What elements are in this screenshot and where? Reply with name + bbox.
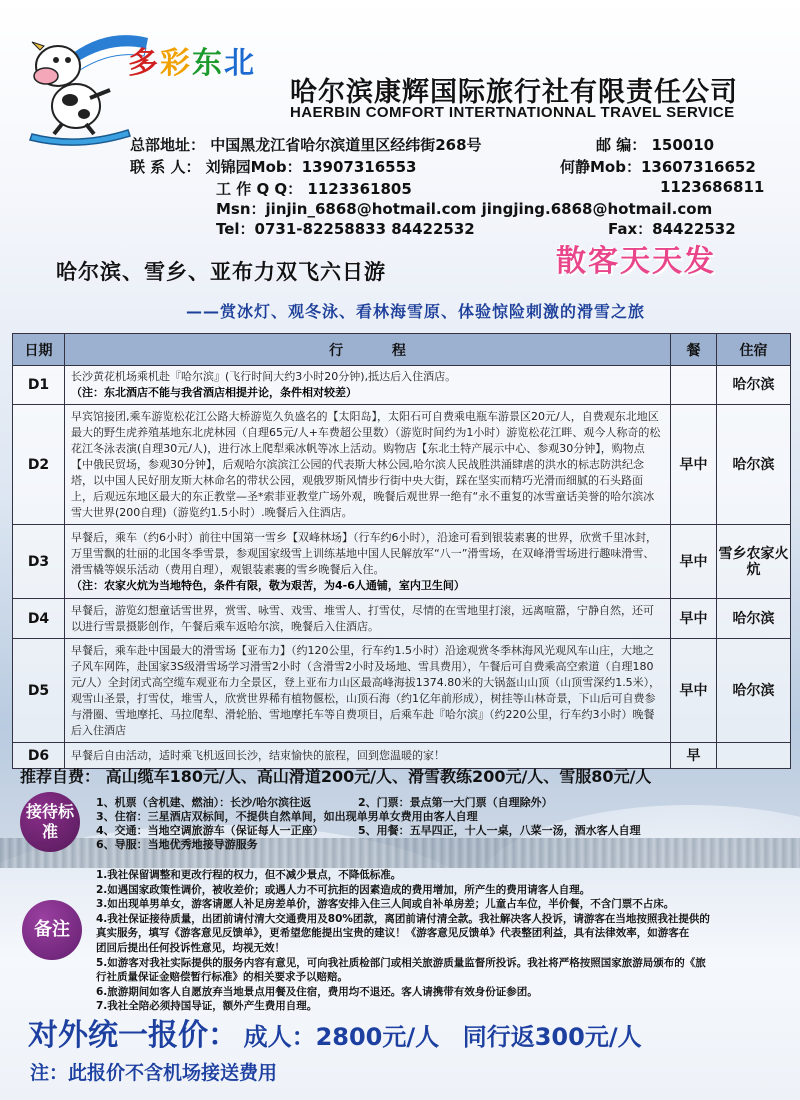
note-item: 真实服务，填写《游客意见反馈单》，更希望您能提出宝贵的建议！《游客意见反馈单》代表整团利益，具有法律效率，如游客在: [96, 927, 690, 940]
table-row: [13, 599, 791, 639]
service-item: 5、用餐：五早四正，十人一桌，八菜一汤，酒水客人自理: [358, 824, 641, 837]
address: 总部地址： 中国黑龙江省哈尔滨道里区经纬街268号: [130, 136, 482, 154]
day-cell: D1: [13, 366, 65, 405]
day-cell: D4: [13, 599, 65, 639]
note-item: 5.如游客对我社实际提供的服务内容有意见，可向我社质检部门或相关旅游质量监督所投诉。我社将严格按照国家旅游局颁布的《旅: [96, 956, 706, 969]
table-header-row: [13, 334, 791, 366]
header-date: 日期: [13, 334, 65, 366]
price-line: [28, 1010, 642, 1054]
note-item: 2.如遇国家政策性调价，被收差价；或遇人力不可抗拒的因素造成的费用增加，所产生的费用请客人自理。: [96, 883, 591, 896]
contact-person-1: 联 系 人： 刘锦园Mob：13907316553: [130, 158, 417, 176]
desc-cell: 早餐后，游览幻想童话雪世界，赏雪、咏雪、戏雪、堆雪人、打雪仗，尽情的在雪地里打滚，远离喧嚣，宁静自然，还可以进行雪景摄影创作，午餐后乘车返哈尔滨，晚餐后入住酒店。: [65, 599, 671, 639]
cartoon-cow-logo: [18, 18, 288, 148]
service-item: 6、导服：当地优秀地接导游服务: [96, 838, 258, 851]
table-row: [13, 525, 791, 599]
header-itinerary: 行 程: [65, 334, 671, 366]
qq-2: 1123686811: [660, 178, 765, 196]
price-adult: 成人：2800元/人: [243, 1023, 440, 1051]
desc-cell: 早餐后，乘车（约6小时）前往中国第一雪乡【双峰林场】（行车约6小时），沿途可看到银装素裹的世界，欣赏千里冰封，万里雪飘的壮丽的北国冬季雪景，参观国家级雪上训练基地中国人民解放军“八一”滑雪场，在双峰滑雪场进行趣味滑雪、滑雪橇等娱乐活动（费用自理），观银装素裹的雪乡晚餐后入住。 （注：农家火炕为当地特色，条件有限，敬为艰苦，为4-6人通铺，室内卫生间）: [65, 525, 671, 599]
postcode: 邮 编： 150010: [596, 136, 715, 154]
company-name-cn: 哈尔滨康辉国际旅行社有限责任公司: [290, 77, 738, 108]
desc-cell: 长沙黄花机场乘机赴『哈尔滨』(飞行时间大约3小时20分钟),抵达后入住酒店。 （注：东北酒店不能与我省酒店相提并论，条件相对较差）: [65, 366, 671, 405]
service-item: 2、门票：景点第一大门票（自理除外）: [358, 796, 553, 809]
meal-cell: 早中: [671, 599, 717, 639]
stay-cell: 雪乡农家火炕: [717, 525, 791, 599]
recommended-extras: 推荐自费： 高山缆车180元/人、高山滑道200元/人、滑雪教练200元/人、雪服80元/人: [20, 767, 652, 786]
contact-person-2: 何静Mob：13607316652: [560, 158, 756, 176]
table-row: [13, 405, 791, 525]
meal-cell: 早中: [671, 405, 717, 525]
logo-title: 多彩东北: [128, 46, 256, 81]
stay-cell: 哈尔滨: [717, 639, 791, 743]
meal-cell: [671, 366, 717, 405]
day-cell: D3: [13, 525, 65, 599]
service-item: 3、住宿：三星酒店双标间，不提供自然单间，如出现单男单女费用由客人自理: [96, 810, 478, 823]
tour-title: 哈尔滨、雪乡、亚布力双飞六日游: [56, 260, 386, 284]
day-cell: D2: [13, 405, 65, 525]
stay-cell: 哈尔滨: [717, 366, 791, 405]
note-item: 6.旅游期间如客人自愿放弃当地景点用餐及住宿，费用均不退还。客人请携带有效身份证参团。: [96, 985, 538, 998]
note-item: 7.我社全陪必须持国导证，额外产生费用自理。: [96, 1000, 318, 1013]
service-item: 1、机票（含机建、燃油）：长沙/哈尔滨往返: [96, 796, 312, 809]
table-row: [13, 639, 791, 743]
desc-cell: 早餐后，乘车赴中国最大的滑雪场【亚布力】（约120公里，行车约1.5小时）沿途观赏冬季林海风光观风车山庄，大地之子风车网阵，赴国家3S级滑雪场学习滑雪2小时（含滑雪2小时及场地、雪具费用），午餐后可自费乘高空索道（自理180元/人）全封闭式高空缆车观亚布力全景区，登上亚布力山区最高峰海拔1374.80米的大锅盔山山顶（山顶雪深约1.5米），观雪山圣景，打雪仗，堆雪人，欣赏世界稀有植物偃松，山顶石海（约1亿年前形成），树挂等山林奇景，下山后可自费参与滑圈、雪地摩托、马拉爬犁、滑轮胎、雪地摩托车等自费项目，后乘车赴『哈尔滨』（约220公里，行车约3小时）晚餐后入住酒店: [65, 639, 671, 743]
slogan: 散客天天发: [556, 244, 716, 279]
stay-cell: 哈尔滨: [717, 599, 791, 639]
day-cell: D6: [13, 743, 65, 769]
header-meal: 餐: [671, 334, 717, 366]
notes-list: [96, 868, 786, 1014]
service-item: 4、交通：当地空调旅游车（保证每人一正座）: [96, 824, 324, 837]
msn: Msn：jinjin_6868@hotmail.com jingjing.6868@hotmail.com: [216, 200, 713, 218]
notes-badge: 备注: [22, 900, 82, 960]
desc-cell: 早宾馆接团,乘车游览松花江公路大桥游览久负盛名的【太阳岛】，太阳石可自费乘电瓶车游景区20元/人，自费观东北地区最大的野生虎养殖基地东北虎林园（自理65元/人+车费超公里数）（游览时间约为1小时）游览松花江畔、观今人称奇的松花江冬泳表演(自理30元/人)，进行冰上爬犁乘冰帆等冰上活动。购物店【东北土特产展示中心、参观30分钟】，购物点【中俄民贸场，参观30分钟】，后观哈尔滨滨江公园的代表斯大林公园,哈尔滨人民战胜洪涌肆虐的洪水的标志防洪纪念塔，以中国人民好朋友斯大林命名的带状公园，观俄罗斯风情步行街中央大街，踩在坚实而精巧光滑而细腻的石头路面上，后观远东地区最大的东正教堂—圣*索菲亚教堂广场外观，晚餐后观世界一绝有“永不重复的冰雪童话美誉的哈尔滨冰雪大世界(200自理)（游览约1.5小时）.晚餐后入住酒店。: [65, 405, 671, 525]
tour-subtitle: ——赏冰灯、观冬泳、看林海雪原、体验惊险刺激的滑雪之旅: [186, 302, 646, 321]
itinerary-table: [12, 333, 791, 769]
meal-cell: 早: [671, 743, 717, 769]
note-item: 行社质量保证金赔偿暂行标准》的相关要求予以赔赔。: [96, 971, 348, 984]
table-row: [13, 366, 791, 405]
meal-cell: 早中: [671, 639, 717, 743]
note-item: 1.我社保留调整和更改行程的权力，但不减少景点，不降低标准。: [96, 869, 402, 881]
qq-1: 工 作 Q Q： 1123361805: [216, 180, 412, 198]
price-footnote: 注：此报价不含机场接送费用: [30, 1062, 278, 1084]
price-peer: 同行返300元/人: [462, 1023, 642, 1051]
price-label: 对外统一报价：: [28, 1018, 238, 1053]
note-item: 团回后提出任何投诉性意见，均视无效！: [96, 941, 285, 954]
meal-cell: 早中: [671, 525, 717, 599]
day-cell: D5: [13, 639, 65, 743]
telephone: Tel：0731-82258833 84422532: [216, 220, 475, 238]
stay-cell: [717, 743, 791, 769]
desc-cell: 早餐后自由活动，适时乘飞机返回长沙，结束愉快的旅程，回到您温暖的家！: [65, 743, 671, 769]
header-lodging: 住宿: [717, 334, 791, 366]
fax: Fax：84422532: [608, 220, 736, 238]
stay-cell: 哈尔滨: [717, 405, 791, 525]
note-item: 3.如出现单男单女，游客请愿人补足房差单价，游客安排入住三人间或自补单房差；儿童占车位，半价餐，不含门票不占床。: [96, 898, 675, 911]
note-item: 4.我社保证接待质量，出团前请付清大交通费用及80%团款，离团前请付清全款。我社解决客人投诉，请游客在当地按照我社提供的: [96, 912, 710, 925]
company-name-en: HAERBIN COMFORT INTERTNATIONNAL TRAVEL SERVICE: [290, 104, 735, 121]
service-standard-badge: 接待标准: [20, 792, 80, 852]
